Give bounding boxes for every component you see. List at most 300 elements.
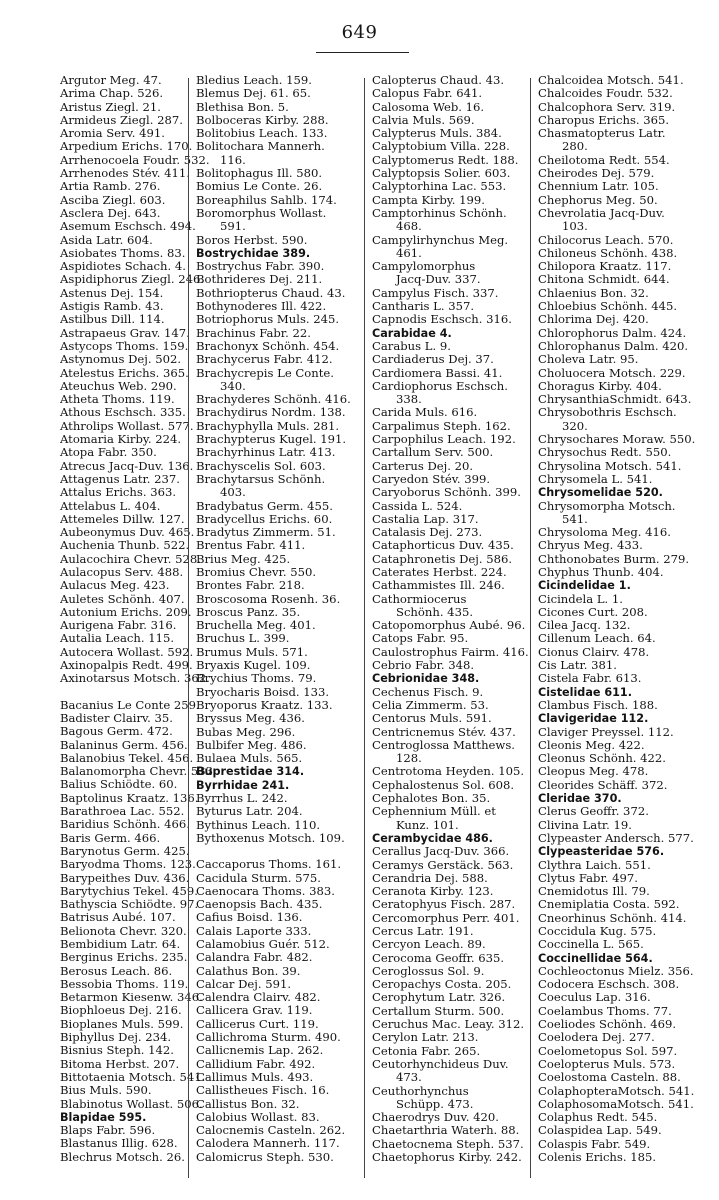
family-heading	[196, 779, 362, 792]
index-entry	[60, 925, 188, 938]
index-entry	[372, 114, 528, 127]
entry-text: Atheta Thoms. 119.	[60, 392, 175, 407]
index-entry	[60, 380, 188, 393]
entry-text: Betarmon Kiesenw. 346.	[60, 990, 203, 1005]
entry-text: Callistus Bon. 32.	[196, 1096, 300, 1111]
entry-text: Brachyderes Schönh. 416.	[196, 392, 351, 407]
index-entry	[196, 1084, 362, 1097]
index-entry	[60, 712, 188, 725]
index-entry	[538, 287, 708, 300]
entry-text: Cercus Latr. 191.	[372, 924, 474, 938]
index-entry	[372, 539, 528, 552]
index-entry	[372, 406, 528, 419]
index-entry	[60, 857, 196, 872]
entry-text: Cerandria Dej. 588.	[372, 870, 488, 885]
index-entry	[60, 632, 188, 645]
index-entry	[538, 606, 708, 619]
entry-text: ColaphopteraMotsch. 541.	[538, 1083, 695, 1098]
index-entry	[196, 526, 362, 539]
entry-text: Bubas Meg. 296.	[196, 724, 296, 739]
index-entry	[538, 752, 708, 765]
index-entry	[538, 180, 708, 193]
entry-text: Capnodis Eschsch. 316.	[372, 312, 512, 327]
entry-continuation: 468.	[396, 219, 422, 234]
entry-text: Botriophorus Muls. 245.	[196, 312, 340, 327]
entry-text: Blemus Dej. 61. 65.	[196, 86, 311, 101]
index-entry	[538, 167, 708, 180]
index-entry	[372, 180, 528, 193]
entry-text: Chitona Schmidt. 644.	[538, 272, 670, 287]
index-entry	[196, 619, 362, 632]
index-entry	[60, 883, 198, 898]
entry-text: Aulacopus Serv. 488.	[60, 564, 184, 579]
entry-text: Cataphorticus Duv. 435.	[372, 538, 514, 553]
index-column-3	[372, 74, 528, 1184]
index-entry	[196, 140, 362, 167]
entry-text: Chalcoides Foudr. 532.	[538, 86, 673, 101]
index-entry	[372, 898, 528, 911]
index-entry	[60, 367, 188, 380]
entry-text: Cistela Fabr. 613.	[538, 671, 642, 686]
index-entry	[196, 300, 362, 313]
index-entry	[538, 912, 708, 925]
entry-text: Cephalostenus Sol. 608.	[372, 777, 515, 792]
index-entry	[196, 460, 362, 473]
entry-text: Cathammistes Ill. 246.	[372, 578, 505, 593]
entry-text: Brachyphylla Muls. 281.	[196, 418, 340, 433]
entry-text: Boros Herbst. 590.	[196, 232, 308, 247]
index-entry	[372, 154, 528, 167]
entry-text: Brachypterus Kugel. 191.	[196, 432, 347, 447]
index-entry	[196, 1111, 362, 1124]
index-entry	[196, 925, 362, 938]
family-heading	[60, 1111, 188, 1124]
index-entry	[196, 180, 362, 193]
entry-text: Broscosoma Rosenh. 36.	[196, 591, 341, 606]
index-entry	[60, 353, 188, 366]
index-entry	[372, 845, 528, 858]
index-entry	[60, 458, 194, 473]
index-entry	[60, 247, 188, 260]
index-entry	[538, 234, 708, 247]
entry-text: Balius Schiödte. 60.	[60, 777, 178, 792]
entry-text: Bothriopterus Chaud. 43.	[196, 285, 346, 300]
index-entry	[196, 965, 362, 978]
entry-text: Calopus Fabr. 641.	[372, 86, 483, 101]
index-entry	[372, 433, 528, 446]
entry-text: Cnemidotus Ill. 79.	[538, 884, 650, 899]
index-entry	[372, 1085, 528, 1112]
index-entry	[60, 778, 188, 791]
entry-text: Carabus L. 9.	[372, 338, 451, 353]
index-entry	[372, 686, 528, 699]
index-entry	[60, 272, 205, 287]
entry-text: Coelometopus Sol. 597.	[538, 1043, 678, 1058]
index-entry	[372, 287, 528, 300]
entry-text: Ceuthorhynchus	[372, 1083, 469, 1098]
index-entry	[538, 1018, 708, 1031]
index-entry	[60, 845, 188, 858]
entry-text: Balaninus Germ. 456.	[60, 737, 188, 752]
entry-text: Barytychius Tekel. 459.	[60, 883, 198, 898]
index-entry	[372, 646, 528, 659]
entry-text: Calodera Mannerh. 117.	[196, 1136, 340, 1151]
index-entry	[538, 260, 708, 273]
entry-text: Calendra Clairv. 482.	[196, 990, 321, 1005]
index-entry	[60, 965, 188, 978]
entry-text: Athrolips Wollast. 577.	[60, 418, 194, 433]
entry-text: Cardiophorus Eschsch.	[372, 378, 508, 393]
family-heading	[538, 845, 708, 858]
entry-text: Attelabus L. 404.	[60, 498, 161, 513]
entry-text: Aubeonymus Duv. 465.	[60, 525, 195, 540]
index-entry	[372, 486, 528, 499]
entry-text: Bulaea Muls. 565.	[196, 751, 303, 766]
entry-text: Broscus Panz. 35.	[196, 604, 301, 619]
index-entry	[372, 885, 528, 898]
entry-text: Belionota Chevr. 320.	[60, 923, 187, 938]
index-entry	[196, 885, 362, 898]
entry-text: Calvia Muls. 569.	[372, 112, 475, 127]
index-entry	[372, 726, 528, 739]
entry-text: Cardiomera Bassi. 41.	[372, 365, 503, 380]
entry-text: Attemeles Dillw. 127.	[60, 511, 185, 526]
index-entry	[196, 87, 362, 100]
index-entry	[60, 951, 188, 964]
entry-text: Cionus Clairv. 478.	[538, 644, 650, 659]
index-entry	[538, 127, 708, 154]
index-entry	[372, 194, 528, 207]
index-entry	[196, 406, 362, 419]
index-entry	[372, 553, 528, 566]
index-entry	[196, 978, 362, 991]
index-entry	[60, 101, 188, 114]
entry-text: Claviger Preyssel. 112.	[538, 724, 674, 739]
index-entry	[372, 460, 528, 473]
entry-text: Caenocara Thoms. 383.	[196, 883, 335, 898]
entry-text: Brumus Muls. 571.	[196, 644, 308, 659]
entry-text: Codocera Eschsch. 308.	[538, 977, 680, 992]
index-entry	[196, 500, 362, 513]
entry-text: Aurigena Fabr. 316.	[60, 618, 177, 633]
index-entry	[60, 566, 188, 579]
index-entry	[372, 1151, 528, 1164]
entry-text: Catalasis Dej. 273.	[372, 525, 483, 540]
entry-text: Colaspidea Lap. 549.	[538, 1123, 662, 1138]
index-column-1	[60, 73, 217, 1184]
index-entry	[196, 938, 362, 951]
entry-text: Baris Germ. 466.	[60, 830, 161, 845]
index-entry	[60, 805, 188, 818]
index-entry	[538, 247, 708, 260]
entry-text: Barathroea Lac. 552.	[60, 804, 185, 819]
entry-text: Cleonus Schönh. 422.	[538, 751, 666, 766]
entry-text: Clambus Fisch. 188.	[538, 697, 658, 712]
entry-continuation: 340.	[220, 378, 246, 393]
index-entry	[60, 593, 188, 606]
index-entry	[196, 872, 362, 885]
index-entry	[196, 699, 362, 712]
index-entry	[196, 353, 362, 366]
index-entry	[538, 74, 708, 87]
entry-text: Brachyscelis Sol. 603.	[196, 458, 326, 473]
index-entry	[538, 1085, 708, 1098]
entry-text: Calyptobium Villa. 228.	[372, 139, 510, 154]
index-entry	[196, 792, 362, 805]
entry-text: Byrrhus L. 242.	[196, 791, 288, 806]
column-divider	[530, 78, 531, 1178]
index-entry	[196, 752, 362, 765]
index-entry	[372, 699, 528, 712]
index-entry	[372, 420, 528, 433]
index-entry	[538, 1098, 708, 1111]
entry-text: Ceutorhynchideus Duv.	[372, 1056, 509, 1071]
index-entry	[196, 446, 362, 459]
entry-text: Aspidiotes Schach. 4.	[60, 259, 186, 274]
index-entry	[538, 646, 708, 659]
entry-text: Chiloneus Schönh. 438.	[538, 245, 678, 260]
index-entry	[372, 792, 528, 805]
index-entry	[538, 87, 708, 100]
entry-text: Colaspis Fabr. 549.	[538, 1136, 651, 1151]
entry-text: Cataphronetis Dej. 586.	[372, 551, 513, 566]
index-entry	[196, 898, 362, 911]
entry-text: Ceratophyus Fisch. 287.	[372, 897, 516, 912]
index-entry	[60, 832, 188, 845]
entry-text: Athous Eschsch. 335.	[60, 405, 186, 420]
entry-text: Cafius Boisd. 136.	[196, 910, 303, 925]
index-entry	[196, 672, 362, 685]
entry-text: Chlorophanus Dalm. 420.	[538, 338, 689, 353]
entry-text: Bothrideres Dej. 211.	[196, 272, 323, 287]
entry-text: Cleorides Schäff. 372.	[538, 777, 668, 792]
entry-text: Bolitophagus Ill. 580.	[196, 166, 323, 181]
family-heading	[196, 765, 362, 778]
entry-text: Baridius Schönh. 466.	[60, 817, 190, 832]
index-entry	[538, 433, 708, 446]
entry-text: Coeliodes Schönh. 469.	[538, 1017, 677, 1032]
index-entry	[538, 446, 708, 459]
entry-text: Calamobius Guér. 512.	[196, 937, 330, 951]
index-entry	[538, 114, 708, 127]
index-entry	[372, 1031, 528, 1044]
index-column-2	[196, 74, 362, 1184]
index-entry	[60, 74, 188, 87]
entry-text: Ceramys Gerstäck. 563.	[372, 857, 514, 872]
index-entry	[60, 1058, 188, 1071]
entry-text: Coelodera Dej. 277.	[538, 1030, 655, 1045]
entry-text: Certallum Sturm. 500.	[372, 1003, 505, 1018]
entry-text: Clerus Geoffr. 372.	[538, 804, 649, 819]
entry-text: Cerallus Jacq-Duv. 366.	[372, 844, 510, 859]
family-heading	[538, 792, 708, 805]
entry-text: Cebrio Fabr. 348.	[372, 658, 475, 673]
index-entry	[372, 1111, 528, 1124]
index-entry	[196, 114, 362, 127]
entry-text: Blapidae 595.	[60, 1110, 147, 1124]
entry-text: Cicindelidae 1.	[538, 579, 631, 593]
index-entry	[538, 925, 708, 938]
index-entry	[60, 938, 188, 951]
entry-text: Bostrychidae 389.	[196, 246, 311, 260]
entry-text: Arrhenocoela Foudr. 532.	[60, 152, 210, 167]
entry-text: Chaetophorus Kirby. 242.	[372, 1150, 522, 1165]
index-entry	[196, 207, 362, 234]
index-entry	[196, 433, 362, 446]
index-entry	[196, 1137, 362, 1150]
entry-text: Ateuchus Web. 290.	[60, 378, 177, 393]
entry-text: Brachonyx Schönh. 454.	[196, 338, 340, 353]
index-entry	[538, 832, 708, 845]
entry-text: Catops Fabr. 95.	[372, 631, 469, 646]
entry-text: Asclera Dej. 643.	[60, 205, 161, 220]
index-entry	[538, 872, 708, 885]
entry-text: Bostrychus Fabr. 390.	[196, 259, 325, 274]
index-entry	[60, 87, 188, 100]
index-entry	[196, 313, 362, 326]
index-entry	[538, 300, 708, 313]
entry-text: Chrysochus Redt. 550.	[538, 445, 672, 460]
index-entry	[372, 127, 528, 140]
entry-text: Cilea Jacq. 132.	[538, 618, 631, 633]
index-entry	[60, 473, 188, 486]
entry-continuation: 541.	[562, 511, 588, 526]
index-entry	[538, 1138, 708, 1151]
index-entry	[60, 764, 217, 779]
index-entry	[372, 367, 528, 380]
index-entry	[372, 579, 528, 592]
entry-text: Chlorima Dej. 420.	[538, 312, 649, 327]
index-entry	[538, 765, 708, 778]
index-entry	[196, 1151, 362, 1164]
entry-text: Brentus Fabr. 411.	[196, 538, 306, 553]
entry-text: Colaphus Redt. 545.	[538, 1110, 658, 1125]
entry-text: Berosus Leach. 86.	[60, 963, 173, 978]
index-entry	[372, 500, 528, 513]
entry-text: Ceroglossus Sol. 9.	[372, 963, 485, 978]
index-entry	[60, 658, 193, 673]
entry-text: Brachinus Fabr. 22.	[196, 325, 311, 340]
index-entry	[538, 885, 708, 898]
entry-text: Cneorhinus Schönh. 414.	[538, 910, 687, 925]
entry-text: Cathormiocerus	[372, 591, 467, 606]
entry-text: Aulacochira Chevr. 528.	[60, 551, 201, 566]
entry-text: Callistheues Fisch. 16.	[196, 1083, 330, 1098]
index-entry	[372, 765, 528, 778]
index-entry	[196, 593, 362, 606]
entry-text: Blaps Fabr. 596.	[60, 1123, 156, 1138]
index-entry	[60, 114, 188, 127]
entry-text: Chevrolatia Jacq-Duv.	[538, 205, 665, 220]
index-entry	[60, 1031, 188, 1044]
entry-text: Campylus Fisch. 337.	[372, 285, 499, 300]
index-entry	[538, 1151, 708, 1164]
entry-text: Chasmatopterus Latr.	[538, 126, 666, 141]
index-entry	[60, 697, 200, 712]
index-entry	[196, 659, 362, 672]
index-entry	[60, 127, 188, 140]
index-entry	[372, 952, 528, 965]
entry-text: Calypterus Muls. 384.	[372, 126, 502, 141]
entry-text: Chlaenius Bon. 32.	[538, 285, 649, 300]
entry-continuation: 320.	[562, 418, 588, 433]
entry-text: Cerocoma Geoffr. 635.	[372, 950, 505, 965]
index-entry	[372, 739, 528, 766]
index-entry	[538, 353, 708, 366]
entry-text: Bitoma Herbst. 207.	[60, 1056, 180, 1071]
index-entry	[60, 579, 188, 592]
family-heading	[372, 672, 528, 685]
entry-text: Calais Laporte 333.	[196, 923, 312, 938]
entry-text: Cassida L. 524.	[372, 498, 463, 513]
entry-text: Coccinella L. 565.	[538, 937, 644, 952]
index-entry	[372, 779, 528, 792]
index-entry	[372, 380, 528, 407]
entry-text: ColaphosomaMotsch. 541.	[538, 1096, 694, 1111]
entry-text: Bradytus Zimmerm. 51.	[196, 525, 336, 540]
entry-text: Cacidula Sturm. 575.	[196, 870, 321, 885]
index-entry	[372, 207, 528, 234]
index-entry	[372, 140, 528, 153]
entry-text: Byturus Latr. 204.	[196, 804, 303, 819]
index-entry	[60, 978, 188, 991]
index-entry	[60, 219, 196, 234]
index-entry	[60, 406, 188, 419]
entry-text: Auletes Schönh. 407.	[60, 591, 185, 606]
entry-text: Camptorhinus Schönh.	[372, 205, 507, 220]
entry-text: Bythoxenus Motsch. 109.	[196, 830, 345, 845]
entry-text: Brachyrhinus Latr. 413.	[196, 445, 336, 460]
entry-text: Arpedium Erichs. 170.	[60, 139, 193, 154]
entry-text: Coelopterus Muls. 573.	[538, 1056, 676, 1071]
entry-text: Boromorphus Wollast.	[196, 205, 327, 220]
index-entry	[372, 1124, 528, 1137]
entry-text: Chrysolina Motsch. 541.	[538, 458, 682, 473]
entry-text: Carpalimus Steph. 162.	[372, 418, 511, 433]
index-entry	[196, 473, 362, 500]
entry-text: Aulacus Meg. 423.	[60, 578, 170, 593]
index-entry	[60, 139, 193, 154]
entry-continuation: Kunz. 101.	[396, 817, 459, 832]
index-entry	[538, 739, 708, 752]
index-entry	[60, 194, 188, 207]
entry-text: Bomius Le Conte. 26.	[196, 179, 323, 194]
entry-text: Astycops Thoms. 159.	[60, 338, 189, 353]
index-entry	[60, 1124, 188, 1137]
entry-text: Bryaxis Kugel. 109.	[196, 658, 311, 673]
index-entry	[538, 1005, 708, 1018]
entry-text: Ceranota Kirby. 123.	[372, 884, 494, 899]
entry-text: Charopus Erichs. 365.	[538, 112, 670, 127]
index-column-4	[538, 74, 708, 1184]
entry-text: Choleva Latr. 95.	[538, 352, 639, 367]
entry-text: Biophloeus Dej. 216.	[60, 1003, 182, 1018]
entry-text: Cerylon Latr. 213.	[372, 1030, 479, 1045]
entry-continuation: Schüpp. 473.	[396, 1096, 474, 1111]
index-entry	[60, 418, 194, 433]
header-rule	[316, 52, 409, 53]
index-entry	[196, 951, 362, 964]
entry-text: Blabinotus Wollast. 506.	[60, 1096, 203, 1111]
index-entry	[538, 340, 708, 353]
entry-text: Caenopsis Bach. 435.	[196, 897, 323, 912]
entry-text: Astenus Dej. 154.	[60, 285, 164, 300]
entry-text: Callicerus Curt. 119.	[196, 1016, 319, 1031]
entry-text: Cistelidae 611.	[538, 685, 632, 699]
entry-text: Callidium Fabr. 492.	[196, 1056, 316, 1071]
entry-text: Cerophytum Latr. 326.	[372, 990, 506, 1005]
index-entry	[372, 1138, 528, 1151]
